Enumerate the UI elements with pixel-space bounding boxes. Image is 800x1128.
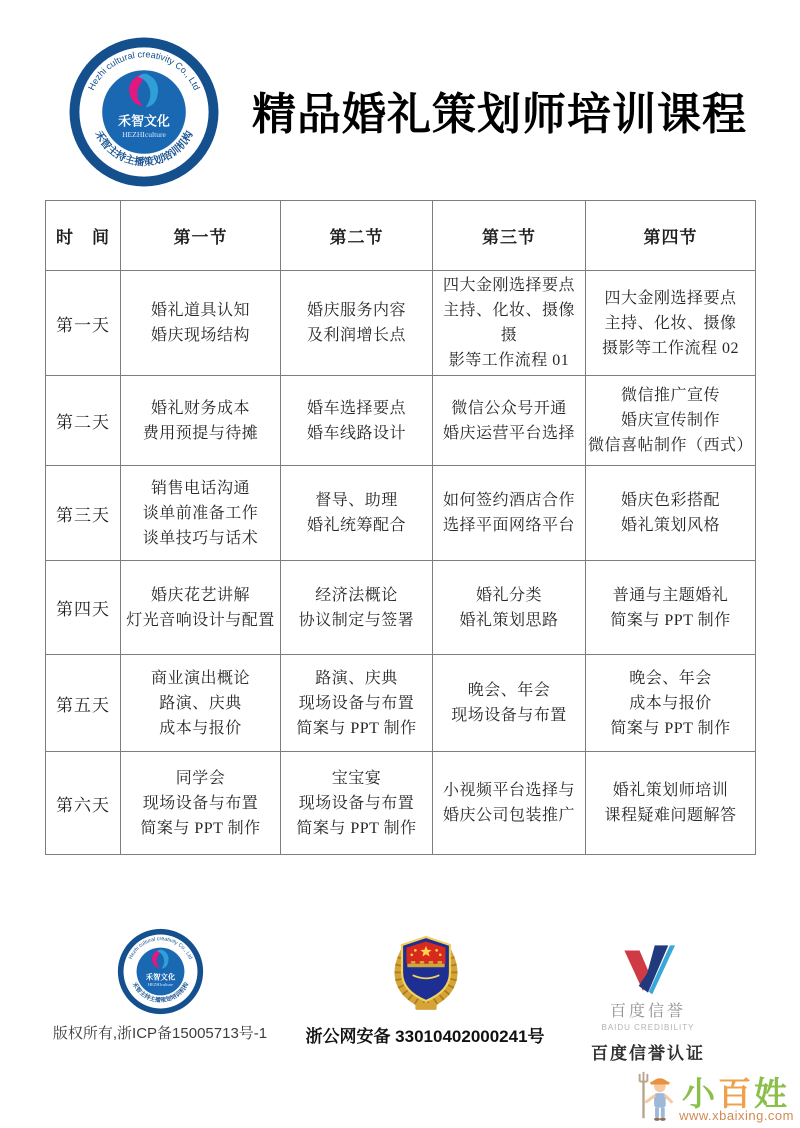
session-cell xyxy=(433,655,586,752)
session-cell xyxy=(586,561,756,655)
cell-line: 主持、化妆、摄像 xyxy=(604,314,737,332)
day-cell: 第四天 xyxy=(46,561,121,655)
table-row xyxy=(46,376,756,466)
cell-line: 婚庆花艺讲解 xyxy=(150,586,250,604)
cell-line: 晚会、年会 xyxy=(467,682,551,699)
cell-line: 婚礼财务成本 xyxy=(150,399,250,417)
cell-line: 婚庆运营平台选择 xyxy=(442,424,575,442)
cell-line: 微信推广宣传 xyxy=(620,387,720,404)
watermark-char: 百 xyxy=(718,1077,754,1113)
session-cell xyxy=(433,271,586,376)
cell-line: 及利润增长点 xyxy=(306,327,406,344)
cell-line: 晚会、年会 xyxy=(629,669,712,687)
cell-line: 婚礼道具认知 xyxy=(150,302,250,319)
session-cell xyxy=(586,752,756,855)
baidu-cert-label: 百度信誉认证 xyxy=(591,1044,705,1063)
day-cell: 第五天 xyxy=(46,655,121,752)
watermark-url: www.xbaixing.com xyxy=(679,1108,794,1123)
cell-line: 成本与报价 xyxy=(629,694,712,712)
schedule-body xyxy=(46,271,756,855)
session-cell xyxy=(586,376,756,466)
session-cell xyxy=(121,655,281,752)
session-cell xyxy=(121,376,281,466)
cell-line: 现场设备与布置 xyxy=(298,794,415,812)
company-logo-footer-icon xyxy=(117,928,204,1015)
session-cell xyxy=(433,752,586,855)
cell-line: 摄影等工作流程 02 xyxy=(601,339,739,357)
cell-line: 简案与 PPT 制作 xyxy=(140,819,261,837)
cell-line: 路演、庆典 xyxy=(315,669,398,687)
cell-line: 婚车选择要点 xyxy=(306,399,406,417)
site-watermark xyxy=(638,1068,794,1126)
cell-line: 影等工作流程 01 xyxy=(448,352,570,369)
cell-line: 小视频平台选择与 xyxy=(442,782,575,799)
cell-line: 婚礼策划师培训 xyxy=(612,782,729,799)
session-cell xyxy=(586,271,756,376)
cell-line: 现场设备与布置 xyxy=(298,694,415,712)
session-cell xyxy=(281,561,433,655)
company-logo-icon xyxy=(68,36,220,188)
cell-line: 四大金刚选择要点 xyxy=(604,289,737,307)
session-cell xyxy=(586,655,756,752)
cell-line: 简案与 PPT 制作 xyxy=(610,611,731,629)
session-cell xyxy=(281,466,433,561)
cell-line: 现场设备与布置 xyxy=(451,707,567,724)
cell-line: 协议制定与签署 xyxy=(298,611,415,629)
session-cell xyxy=(281,271,433,376)
baidu-name-cn: 百度信誉 xyxy=(609,1003,686,1020)
cell-line: 婚庆宣传制作 xyxy=(620,412,720,429)
cell-line: 销售电话沟通 xyxy=(150,479,250,497)
cell-line: 如何签约酒店合作 xyxy=(442,492,575,509)
cell-line: 现场设备与布置 xyxy=(142,794,259,812)
police-badge-icon xyxy=(386,924,466,1014)
cell-line: 简案与 PPT 制作 xyxy=(610,719,731,737)
column-header: 第一节 xyxy=(121,201,281,271)
cell-line: 婚庆服务内容 xyxy=(306,302,406,319)
cell-line: 婚庆现场结构 xyxy=(150,327,250,344)
session-cell xyxy=(121,561,281,655)
cell-line: 督导、助理 xyxy=(315,492,398,509)
cell-line: 课程疑难问题解答 xyxy=(604,807,737,824)
cell-line: 简案与 PPT 制作 xyxy=(296,719,417,737)
cell-line: 成本与报价 xyxy=(159,719,242,737)
table-row xyxy=(46,752,756,855)
cell-line: 婚礼统筹配合 xyxy=(306,517,406,534)
cell-line: 简案与 PPT 制作 xyxy=(296,819,417,837)
column-header: 第四节 xyxy=(586,201,756,271)
cell-line: 路演、庆典 xyxy=(159,694,242,712)
baidu-v-icon xyxy=(621,942,675,996)
session-cell xyxy=(281,655,433,752)
session-cell xyxy=(433,376,586,466)
police-record-text: 浙公网安备 33010402000241号 xyxy=(305,1027,545,1046)
day-cell: 第一天 xyxy=(46,271,121,376)
session-cell xyxy=(121,466,281,561)
session-cell xyxy=(281,752,433,855)
cell-line: 宝宝宴 xyxy=(331,769,382,787)
table-row xyxy=(46,466,756,561)
session-cell xyxy=(433,466,586,561)
cell-line: 婚庆色彩搭配 xyxy=(620,492,720,509)
page-title: 精品婚礼策划师培训课程 xyxy=(252,90,747,139)
cell-line: 婚庆公司包装推广 xyxy=(442,807,575,824)
column-header: 第二节 xyxy=(281,201,433,271)
cell-line: 费用预提与待摊 xyxy=(142,424,259,442)
schedule-header-row xyxy=(46,201,756,271)
day-cell: 第二天 xyxy=(46,376,121,466)
cell-line: 微信喜帖制作（西式） xyxy=(588,437,754,454)
column-header: 第三节 xyxy=(433,201,586,271)
cell-line: 四大金刚选择要点 xyxy=(442,277,575,294)
session-cell xyxy=(121,752,281,855)
cell-line: 婚礼分类 xyxy=(475,586,542,604)
session-cell xyxy=(433,561,586,655)
cell-line: 谈单技巧与话术 xyxy=(142,529,259,547)
table-row xyxy=(46,271,756,376)
copyright-text: 版权所有,浙ICP备15005713号-1 xyxy=(52,1025,268,1042)
cell-line: 主持、化妆、摄像摄 xyxy=(442,302,575,344)
cell-line: 婚礼策划思路 xyxy=(459,611,559,629)
session-cell xyxy=(121,271,281,376)
cell-line: 商业演出概论 xyxy=(150,669,250,687)
baidu-name-en: BAIDU CREDIBILITY xyxy=(601,1023,695,1032)
cell-line: 谈单前准备工作 xyxy=(142,504,259,522)
day-cell: 第六天 xyxy=(46,752,121,855)
baidu-credibility-block xyxy=(586,942,710,1064)
watermark-char: 姓 xyxy=(754,1077,790,1113)
day-cell: 第三天 xyxy=(46,466,121,561)
cell-line: 微信公众号开通 xyxy=(451,399,567,417)
cell-line: 灯光音响设计与配置 xyxy=(126,611,275,629)
table-row xyxy=(46,561,756,655)
cell-line: 婚车线路设计 xyxy=(306,424,406,442)
session-cell xyxy=(586,466,756,561)
column-header: 时 间 xyxy=(46,201,121,271)
watermark-char: 小 xyxy=(682,1077,718,1113)
session-cell xyxy=(281,376,433,466)
table-row xyxy=(46,655,756,752)
schedule-table xyxy=(45,200,756,855)
cell-line: 同学会 xyxy=(175,769,226,787)
cell-line: 婚礼策划风格 xyxy=(620,517,720,534)
cell-line: 选择平面网络平台 xyxy=(442,517,575,534)
cell-line: 经济法概论 xyxy=(315,586,398,604)
cell-line: 普通与主题婚礼 xyxy=(612,586,729,604)
